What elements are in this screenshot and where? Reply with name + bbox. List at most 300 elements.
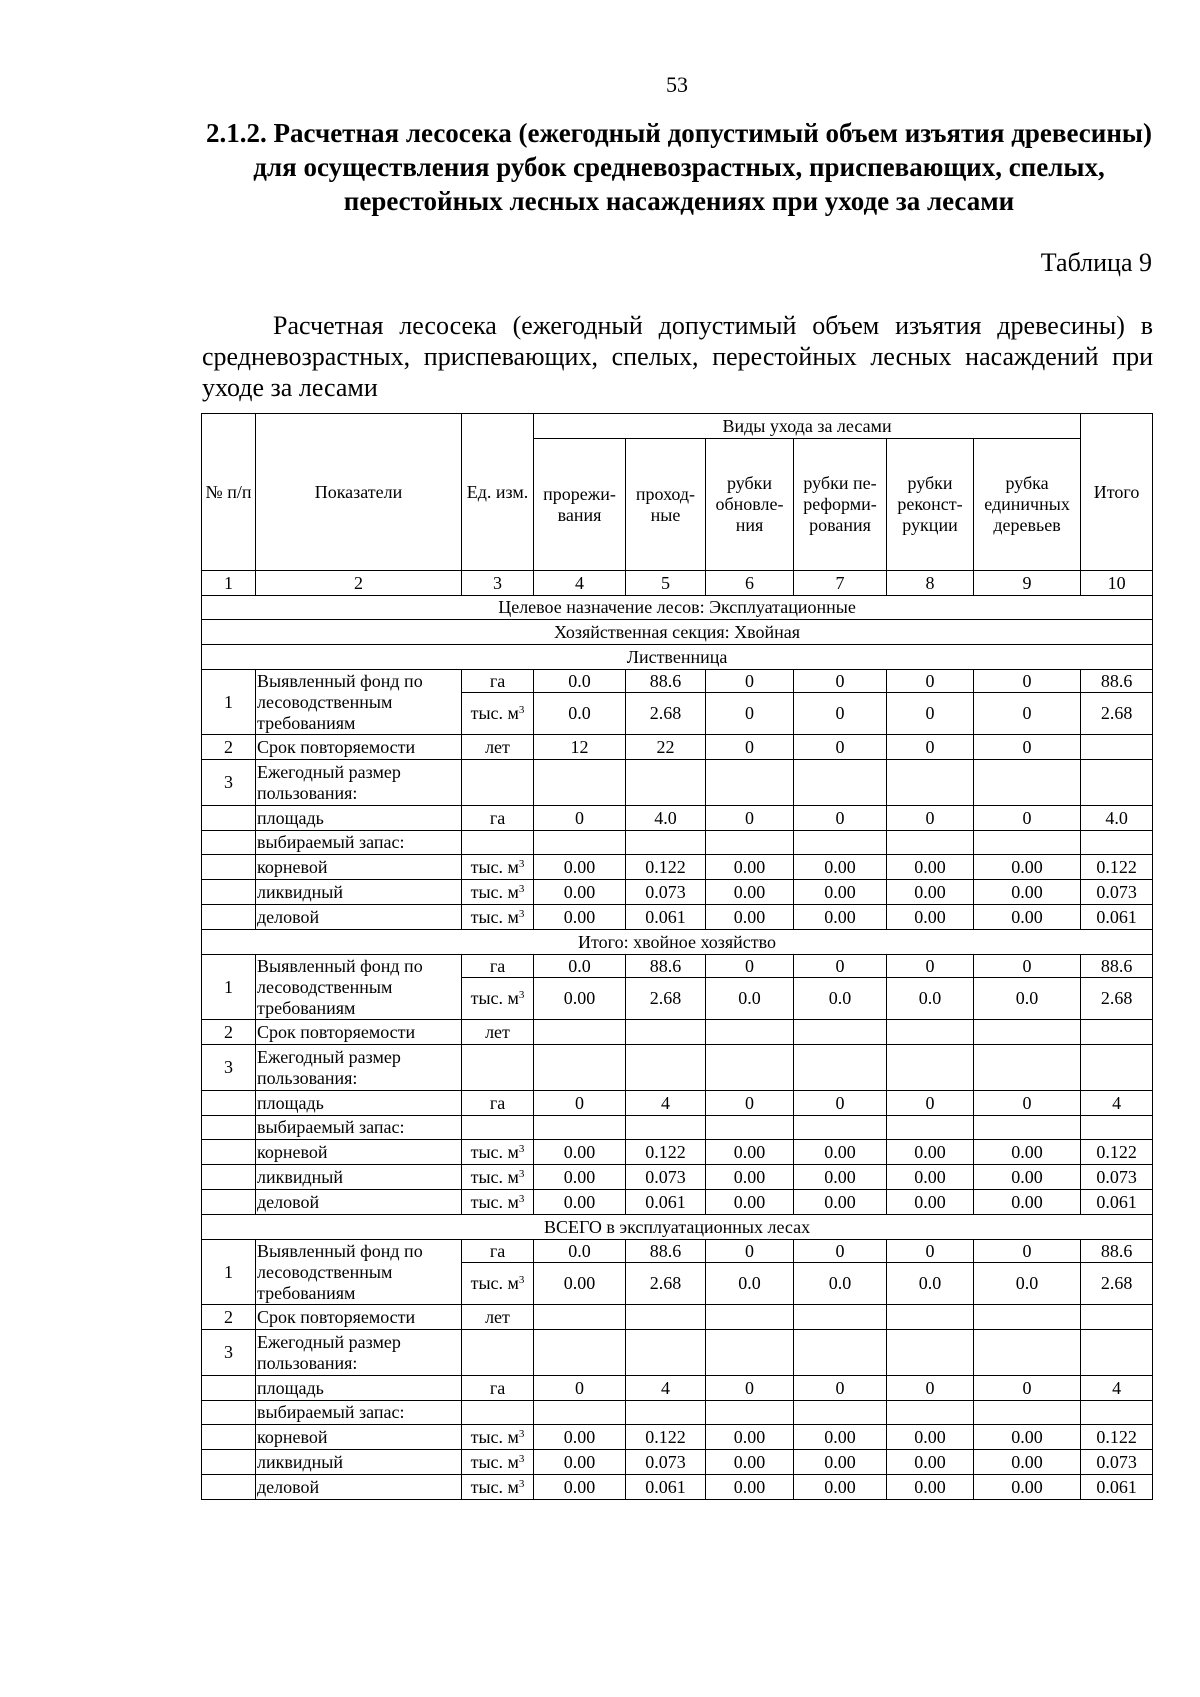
table-row xyxy=(202,760,1153,806)
value-cell: 0.00 xyxy=(974,1190,1081,1215)
section-heading: 2.1.2. Расчетная лесосека (ежегодный допустимый объем изъятия древесины) для осуществления рубок средневозрастных, приспевающих, спелых, перестойных лесных насаждениях при уходе за лесами xyxy=(206,118,1152,216)
value-cell: 0.00 xyxy=(974,1475,1081,1500)
value-cell: 0.00 xyxy=(974,880,1081,905)
value-cell xyxy=(626,1305,706,1330)
value-cell: 0.00 xyxy=(974,1165,1081,1190)
empty-cell xyxy=(887,1045,974,1091)
column-number: 6 xyxy=(706,571,794,596)
value-cell: 0 xyxy=(974,806,1081,831)
value-cell: 0 xyxy=(794,955,887,978)
empty-cell xyxy=(794,1401,887,1425)
value-cell: 0.00 xyxy=(794,1425,887,1450)
value-cell: 0 xyxy=(887,693,974,735)
empty-cell xyxy=(1081,1116,1153,1140)
value-cell: 0 xyxy=(794,735,887,760)
unit-text: тыс. м xyxy=(470,856,519,877)
empty-cell xyxy=(534,1330,626,1376)
value-cell: 0.061 xyxy=(1081,1475,1153,1500)
value-cell: 0.122 xyxy=(626,1425,706,1450)
empty-cell xyxy=(974,831,1081,855)
indicator-label: ликвидный xyxy=(256,880,462,905)
indicator-label: корневой xyxy=(256,1425,462,1450)
value-cell: 0 xyxy=(887,1376,974,1401)
column-number: 3 xyxy=(462,571,534,596)
value-cell: 0 xyxy=(706,693,794,735)
table-row xyxy=(202,1425,1153,1450)
table-row xyxy=(202,831,1153,855)
value-cell: 0.00 xyxy=(706,1450,794,1475)
unit-exponent: 3 xyxy=(518,907,525,920)
unit-exponent: 3 xyxy=(518,704,525,716)
value-cell: 0 xyxy=(887,806,974,831)
table-row xyxy=(202,1305,1153,1330)
value-cell: 0.061 xyxy=(626,1190,706,1215)
value-cell: 0 xyxy=(794,670,887,693)
empty-cell xyxy=(202,1475,256,1500)
column-number: 9 xyxy=(974,571,1081,596)
value-cell: 0.0 xyxy=(794,1263,887,1305)
value-cell: 0 xyxy=(974,693,1081,735)
empty-cell xyxy=(974,1045,1081,1091)
value-cell: 0.0 xyxy=(534,955,626,978)
column-number: 1 xyxy=(202,571,256,596)
column-number: 8 xyxy=(887,571,974,596)
row-number: 3 xyxy=(202,1330,256,1376)
empty-cell xyxy=(202,806,256,831)
unit-cell: га xyxy=(462,955,534,978)
value-cell: 0.00 xyxy=(794,1140,887,1165)
value-cell: 22 xyxy=(626,735,706,760)
unit-cell xyxy=(462,1165,534,1190)
value-cell: 0.00 xyxy=(534,1425,626,1450)
header-col-num: № п/п xyxy=(202,414,256,571)
empty-cell xyxy=(706,831,794,855)
column-number: 7 xyxy=(794,571,887,596)
empty-cell xyxy=(462,1116,534,1140)
value-cell: 0.00 xyxy=(534,978,626,1020)
value-cell: 4 xyxy=(626,1091,706,1116)
value-cell: 0 xyxy=(887,670,974,693)
header-reconstruction: рубки реконст-рукции xyxy=(887,439,974,571)
table-row xyxy=(202,1190,1153,1215)
value-cell: 0 xyxy=(974,735,1081,760)
table-row xyxy=(202,1116,1153,1140)
empty-cell xyxy=(202,1450,256,1475)
value-cell: 0.00 xyxy=(534,855,626,880)
value-cell: 0 xyxy=(706,806,794,831)
unit-exponent: 3 xyxy=(518,1477,525,1490)
indicator-label: Выявленный фонд по лесоводственным требованиям xyxy=(256,670,462,735)
unit-cell: лет xyxy=(462,735,534,760)
row-number: 2 xyxy=(202,1305,256,1330)
section-row: Лиственница xyxy=(202,645,1153,670)
empty-cell xyxy=(462,831,534,855)
empty-cell xyxy=(887,1330,974,1376)
unit-text: тыс. м xyxy=(470,1451,519,1472)
value-cell: 0.0 xyxy=(534,670,626,693)
indicator-label: корневой xyxy=(256,1140,462,1165)
value-cell: 0.00 xyxy=(534,905,626,930)
value-cell: 0 xyxy=(974,670,1081,693)
empty-cell xyxy=(706,1045,794,1091)
value-cell: 0.122 xyxy=(1081,855,1153,880)
unit-exponent: 3 xyxy=(518,1192,525,1205)
value-cell: 0.0 xyxy=(534,1240,626,1263)
empty-cell xyxy=(202,1190,256,1215)
table-row xyxy=(202,855,1153,880)
unit-cell: га xyxy=(462,1091,534,1116)
indicator-label: Ежегодный размер пользования: xyxy=(256,1330,462,1376)
value-cell: 0.00 xyxy=(974,1140,1081,1165)
row-number: 2 xyxy=(202,1020,256,1045)
value-cell: 0 xyxy=(974,955,1081,978)
value-cell: 0.00 xyxy=(887,1425,974,1450)
value-cell: 0.0 xyxy=(974,1263,1081,1305)
section-row: ВСЕГО в эксплуатационных лесах xyxy=(202,1215,1153,1240)
value-cell: 0.00 xyxy=(887,1165,974,1190)
value-cell: 0.122 xyxy=(1081,1425,1153,1450)
table-row xyxy=(202,1045,1153,1091)
empty-cell xyxy=(974,1401,1081,1425)
empty-cell xyxy=(462,1401,534,1425)
header-total: Итого xyxy=(1081,414,1153,571)
unit-cell: лет xyxy=(462,1020,534,1045)
value-cell: 4 xyxy=(626,1376,706,1401)
column-number: 4 xyxy=(534,571,626,596)
empty-cell xyxy=(462,1045,534,1091)
unit-cell: га xyxy=(462,1240,534,1263)
empty-cell xyxy=(626,1045,706,1091)
value-cell: 2.68 xyxy=(1081,693,1153,735)
value-cell: 0.00 xyxy=(534,1165,626,1190)
value-cell: 0.00 xyxy=(794,1475,887,1500)
value-cell: 0.0 xyxy=(706,978,794,1020)
value-cell: 0 xyxy=(974,1091,1081,1116)
value-cell: 0.00 xyxy=(887,880,974,905)
empty-cell xyxy=(202,1401,256,1425)
section-row: Целевое назначение лесов: Эксплуатационные xyxy=(202,596,1153,620)
table-row xyxy=(202,596,1153,620)
table-row xyxy=(202,1376,1153,1401)
value-cell: 0.00 xyxy=(534,1475,626,1500)
value-cell: 0.00 xyxy=(534,1450,626,1475)
empty-cell xyxy=(974,1330,1081,1376)
empty-cell xyxy=(974,1116,1081,1140)
unit-cell: лет xyxy=(462,1305,534,1330)
value-cell: 0.122 xyxy=(626,1140,706,1165)
row-number: 1 xyxy=(202,955,256,1020)
unit-exponent: 3 xyxy=(518,882,525,895)
row-number: 2 xyxy=(202,735,256,760)
page-number: 53 xyxy=(666,72,688,97)
unit-text: тыс. м xyxy=(470,1166,519,1187)
value-cell: 0.061 xyxy=(626,1475,706,1500)
value-cell: 0.00 xyxy=(887,1140,974,1165)
value-cell: 0.00 xyxy=(534,880,626,905)
table-row xyxy=(202,1450,1153,1475)
empty-cell xyxy=(202,1091,256,1116)
header-reformation: рубки пе-реформи-рования xyxy=(794,439,887,571)
value-cell: 88.6 xyxy=(626,1240,706,1263)
value-cell: 0.0 xyxy=(887,978,974,1020)
value-cell: 4.0 xyxy=(1081,806,1153,831)
value-cell: 0.061 xyxy=(1081,1190,1153,1215)
value-cell: 0.00 xyxy=(706,1190,794,1215)
unit-cell xyxy=(462,1475,534,1500)
value-cell: 0.00 xyxy=(794,1450,887,1475)
unit-exponent: 3 xyxy=(518,857,525,870)
empty-cell xyxy=(887,1401,974,1425)
indicator-label: Срок повторяемости xyxy=(256,1305,462,1330)
value-cell: 0.0 xyxy=(534,693,626,735)
indicator-label: Выявленный фонд по лесоводственным требованиям xyxy=(256,1240,462,1305)
value-cell: 0.00 xyxy=(974,855,1081,880)
unit-cell xyxy=(462,1140,534,1165)
empty-cell xyxy=(534,831,626,855)
indicator-label: Выявленный фонд по лесоводственным требованиям xyxy=(256,955,462,1020)
header-passage: проход-ные xyxy=(626,439,706,571)
value-cell: 0 xyxy=(706,670,794,693)
value-cell: 0.00 xyxy=(887,1190,974,1215)
column-number: 10 xyxy=(1081,571,1153,596)
empty-cell xyxy=(1081,1401,1153,1425)
value-cell: 0 xyxy=(794,1376,887,1401)
empty-cell xyxy=(887,760,974,806)
empty-cell xyxy=(794,1045,887,1091)
unit-exponent: 3 xyxy=(518,1142,525,1155)
table-row xyxy=(202,1330,1153,1376)
empty-cell xyxy=(794,831,887,855)
indicator-label: деловой xyxy=(256,1190,462,1215)
value-cell: 0.00 xyxy=(706,1475,794,1500)
table-row xyxy=(202,955,1153,978)
value-cell xyxy=(706,1305,794,1330)
table-row xyxy=(202,571,1153,596)
table-row xyxy=(202,905,1153,930)
table-row xyxy=(202,880,1153,905)
empty-cell xyxy=(202,831,256,855)
value-cell: 2.68 xyxy=(1081,1263,1153,1305)
empty-cell xyxy=(462,1330,534,1376)
value-cell: 88.6 xyxy=(626,670,706,693)
value-cell xyxy=(974,1020,1081,1045)
value-cell: 0.061 xyxy=(1081,905,1153,930)
value-cell: 0.073 xyxy=(626,1450,706,1475)
indicator-label: деловой xyxy=(256,1475,462,1500)
value-cell: 0.061 xyxy=(626,905,706,930)
empty-cell xyxy=(1081,1330,1153,1376)
value-cell: 0 xyxy=(887,955,974,978)
indicator-label: выбираемый запас: xyxy=(256,1116,462,1140)
empty-cell xyxy=(706,1401,794,1425)
header-renewal: рубки обновле-ния xyxy=(706,439,794,571)
value-cell: 0.00 xyxy=(974,1425,1081,1450)
value-cell: 0.0 xyxy=(706,1263,794,1305)
unit-text: тыс. м xyxy=(470,1141,519,1162)
empty-cell xyxy=(202,880,256,905)
value-cell xyxy=(534,1020,626,1045)
table-row xyxy=(202,1140,1153,1165)
table-row xyxy=(202,1401,1153,1425)
value-cell: 0.073 xyxy=(1081,1450,1153,1475)
table-row xyxy=(202,930,1153,955)
value-cell: 0 xyxy=(794,693,887,735)
unit-cell xyxy=(462,693,534,735)
indicator-label: корневой xyxy=(256,855,462,880)
value-cell: 0.122 xyxy=(1081,1140,1153,1165)
empty-cell xyxy=(202,1376,256,1401)
value-cell xyxy=(626,1020,706,1045)
value-cell: 88.6 xyxy=(1081,670,1153,693)
table-caption-text: Расчетная лесосека (ежегодный допустимый объем изъятия древесины) в средневозрастных, приспевающих, спелых, перестойных лесных насаждений при уходе за лесами xyxy=(202,311,1153,402)
value-cell: 0.073 xyxy=(1081,880,1153,905)
indicator-label: площадь xyxy=(256,806,462,831)
empty-cell xyxy=(706,1330,794,1376)
value-cell: 0 xyxy=(794,1091,887,1116)
value-cell: 0.0 xyxy=(887,1263,974,1305)
section-row: Хозяйственная секция: Хвойная xyxy=(202,620,1153,645)
value-cell xyxy=(794,1020,887,1045)
table-row xyxy=(202,1020,1153,1045)
empty-cell xyxy=(626,1330,706,1376)
value-cell: 0 xyxy=(794,806,887,831)
indicator-label: выбираемый запас: xyxy=(256,831,462,855)
empty-cell xyxy=(534,760,626,806)
value-cell: 0.00 xyxy=(706,1425,794,1450)
value-cell: 0.073 xyxy=(1081,1165,1153,1190)
value-cell: 0 xyxy=(974,1240,1081,1263)
value-cell xyxy=(887,1305,974,1330)
header-group: Виды ухода за лесами xyxy=(534,414,1081,439)
unit-cell xyxy=(462,1263,534,1305)
value-cell: 0.073 xyxy=(626,1165,706,1190)
value-cell: 88.6 xyxy=(1081,955,1153,978)
unit-text: тыс. м xyxy=(470,1426,519,1447)
table-row xyxy=(202,1215,1153,1240)
unit-cell xyxy=(462,1190,534,1215)
value-cell xyxy=(1081,1305,1153,1330)
empty-cell xyxy=(202,1425,256,1450)
empty-cell xyxy=(202,855,256,880)
row-number: 3 xyxy=(202,1045,256,1091)
row-number: 1 xyxy=(202,670,256,735)
table-caption xyxy=(202,310,1153,403)
value-cell: 0 xyxy=(887,1240,974,1263)
column-number: 2 xyxy=(256,571,462,596)
empty-cell xyxy=(202,905,256,930)
header-unit: Ед. изм. xyxy=(462,414,534,571)
table-row xyxy=(202,1091,1153,1116)
empty-cell xyxy=(1081,1045,1153,1091)
unit-text: тыс. м xyxy=(470,703,519,723)
table-row xyxy=(202,806,1153,831)
value-cell: 2.68 xyxy=(626,693,706,735)
value-cell: 0.00 xyxy=(706,1140,794,1165)
indicator-label: Срок повторяемости xyxy=(256,735,462,760)
empty-cell xyxy=(706,1116,794,1140)
value-cell xyxy=(1081,1020,1153,1045)
column-number: 5 xyxy=(626,571,706,596)
indicator-label: площадь xyxy=(256,1091,462,1116)
unit-text: тыс. м xyxy=(470,906,519,927)
unit-cell xyxy=(462,855,534,880)
empty-cell xyxy=(626,1116,706,1140)
empty-cell xyxy=(887,1116,974,1140)
value-cell xyxy=(974,1305,1081,1330)
table-row xyxy=(202,670,1153,693)
value-cell: 0.00 xyxy=(794,905,887,930)
value-cell: 0 xyxy=(794,1240,887,1263)
empty-cell xyxy=(202,1165,256,1190)
value-cell: 0.122 xyxy=(626,855,706,880)
value-cell: 4 xyxy=(1081,1091,1153,1116)
value-cell: 2.68 xyxy=(626,1263,706,1305)
indicator-label: ликвидный xyxy=(256,1450,462,1475)
table-row xyxy=(202,645,1153,670)
indicator-label: деловой xyxy=(256,905,462,930)
indicator-label: ликвидный xyxy=(256,1165,462,1190)
table-label: Таблица 9 xyxy=(1040,248,1152,277)
value-cell: 0 xyxy=(706,1240,794,1263)
unit-cell xyxy=(462,880,534,905)
value-cell: 0.00 xyxy=(706,1165,794,1190)
unit-cell xyxy=(462,905,534,930)
value-cell: 0 xyxy=(706,735,794,760)
indicator-label: площадь xyxy=(256,1376,462,1401)
value-cell: 2.68 xyxy=(1081,978,1153,1020)
empty-cell xyxy=(1081,760,1153,806)
value-cell: 4 xyxy=(1081,1376,1153,1401)
empty-cell xyxy=(794,1116,887,1140)
empty-cell xyxy=(202,1116,256,1140)
row-number: 3 xyxy=(202,760,256,806)
unit-exponent: 3 xyxy=(518,989,525,1001)
empty-cell xyxy=(887,831,974,855)
value-cell: 0.00 xyxy=(794,1165,887,1190)
unit-exponent: 3 xyxy=(518,1427,525,1440)
value-cell: 0 xyxy=(706,1091,794,1116)
value-cell: 0.00 xyxy=(706,905,794,930)
indicator-label: Ежегодный размер пользования: xyxy=(256,1045,462,1091)
value-cell xyxy=(534,1305,626,1330)
unit-cell xyxy=(462,978,534,1020)
table-row xyxy=(202,1240,1153,1263)
table-row xyxy=(202,735,1153,760)
value-cell: 0 xyxy=(974,1376,1081,1401)
unit-exponent: 3 xyxy=(518,1452,525,1465)
table-row xyxy=(202,620,1153,645)
empty-cell xyxy=(974,760,1081,806)
value-cell: 0 xyxy=(887,1091,974,1116)
unit-exponent: 3 xyxy=(518,1167,525,1180)
value-cell xyxy=(1081,735,1153,760)
empty-cell xyxy=(534,1116,626,1140)
header-single-trees: рубка единичных деревьев xyxy=(974,439,1081,571)
empty-cell xyxy=(534,1045,626,1091)
value-cell: 0.00 xyxy=(794,880,887,905)
value-cell: 0.00 xyxy=(534,1190,626,1215)
value-cell: 0.00 xyxy=(534,1140,626,1165)
value-cell: 88.6 xyxy=(626,955,706,978)
value-cell: 0 xyxy=(706,955,794,978)
value-cell: 0.00 xyxy=(706,880,794,905)
value-cell: 0.00 xyxy=(706,855,794,880)
value-cell: 0.073 xyxy=(626,880,706,905)
indicator-label: Срок повторяемости xyxy=(256,1020,462,1045)
value-cell: 0.00 xyxy=(794,855,887,880)
unit-cell: га xyxy=(462,670,534,693)
empty-cell xyxy=(794,760,887,806)
